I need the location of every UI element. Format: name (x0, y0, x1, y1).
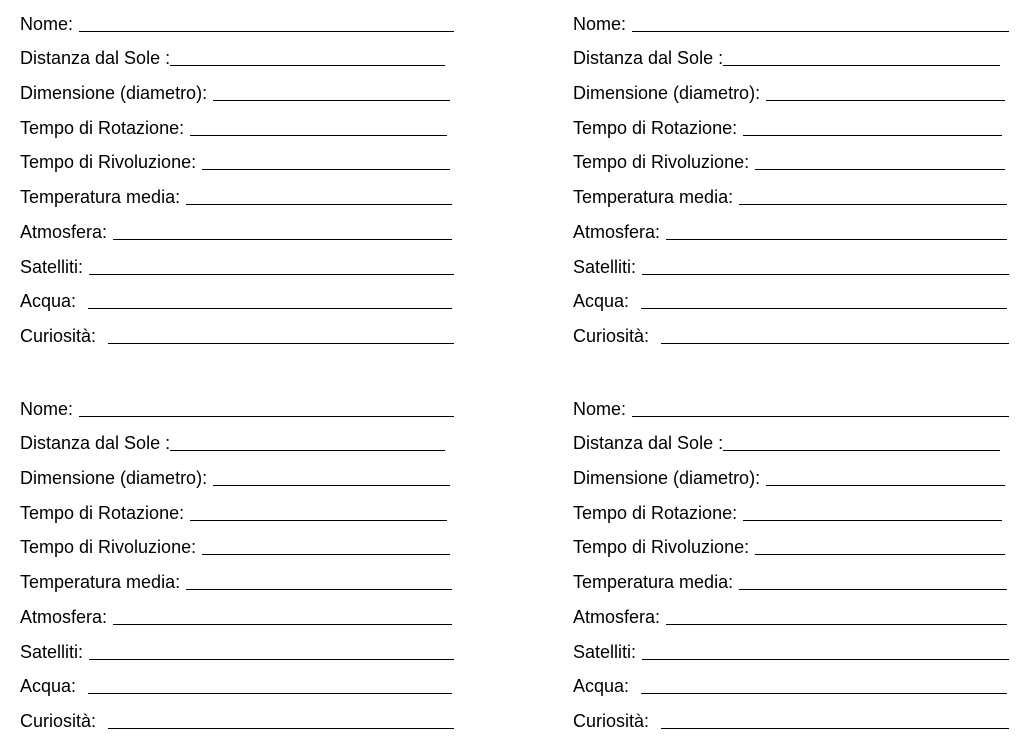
answer-line-distanza[interactable] (723, 64, 1000, 66)
field-label: Atmosfera: (573, 606, 661, 627)
field-temperatura-media (20, 563, 454, 598)
field-label: Satelliti: (20, 641, 84, 662)
answer-line-satelliti[interactable] (642, 273, 1009, 275)
answer-line-atmosfera[interactable] (113, 238, 452, 240)
field-label: Satelliti: (20, 256, 84, 277)
field-temperatura-media (573, 178, 1009, 213)
field-label: Dimensione (diametro): (573, 468, 761, 489)
planet-card-2 (573, 5, 1009, 352)
answer-line-acqua[interactable] (88, 692, 452, 694)
field-acqua (20, 283, 454, 318)
field-label: Acqua: (20, 676, 77, 697)
answer-line-rivoluzione[interactable] (202, 168, 450, 170)
answer-line-nome[interactable] (79, 30, 454, 32)
answer-line-satelliti[interactable] (642, 658, 1009, 660)
answer-line-nome[interactable] (79, 415, 454, 417)
field-label: Curiosità: (573, 710, 650, 731)
field-label: Acqua: (573, 291, 630, 312)
field-dimensione (20, 74, 454, 109)
answer-line-nome[interactable] (632, 30, 1009, 32)
answer-line-temperatura[interactable] (739, 203, 1007, 205)
answer-line-nome[interactable] (632, 415, 1009, 417)
field-label: Tempo di Rivoluzione: (20, 537, 197, 558)
answer-line-curiosita[interactable] (661, 727, 1009, 729)
answer-line-acqua[interactable] (88, 307, 452, 309)
field-label: Nome: (20, 13, 74, 34)
field-label: Satelliti: (573, 256, 637, 277)
field-acqua (573, 668, 1009, 703)
field-label: Curiosità: (573, 325, 650, 346)
answer-line-dimensione[interactable] (766, 484, 1005, 486)
field-label: Tempo di Rotazione: (573, 502, 738, 523)
answer-line-dimensione[interactable] (213, 99, 450, 101)
field-distanza-dal-sole (573, 40, 1009, 75)
field-tempo-di-rotazione (573, 494, 1009, 529)
field-label: Atmosfera: (573, 221, 661, 242)
field-satelliti (573, 248, 1009, 283)
planet-card-4 (573, 390, 1009, 737)
field-distanza-dal-sole (20, 40, 454, 75)
answer-line-atmosfera[interactable] (666, 623, 1007, 625)
field-satelliti (573, 633, 1009, 668)
field-label: Curiosità: (20, 710, 97, 731)
field-atmosfera (573, 598, 1009, 633)
field-label: Nome: (573, 13, 627, 34)
field-tempo-di-rotazione (20, 494, 454, 529)
planet-card-1 (20, 5, 454, 352)
field-satelliti (20, 248, 454, 283)
field-label: Tempo di Rivoluzione: (573, 152, 750, 173)
field-temperatura-media (20, 178, 454, 213)
field-label: Tempo di Rivoluzione: (20, 152, 197, 173)
field-label: Temperatura media: (573, 572, 734, 593)
answer-line-acqua[interactable] (641, 692, 1007, 694)
field-label: Acqua: (573, 676, 630, 697)
field-dimensione (573, 74, 1009, 109)
answer-line-rivoluzione[interactable] (202, 553, 450, 555)
field-dimensione (573, 459, 1009, 494)
field-tempo-di-rivoluzione (20, 144, 454, 179)
answer-line-satelliti[interactable] (89, 658, 454, 660)
answer-line-curiosita[interactable] (108, 727, 454, 729)
field-atmosfera (20, 213, 454, 248)
answer-line-rivoluzione[interactable] (755, 553, 1005, 555)
field-tempo-di-rivoluzione (573, 529, 1009, 564)
field-label: Temperatura media: (20, 572, 181, 593)
field-label: Distanza dal Sole : (573, 48, 724, 69)
field-curiosita (20, 702, 454, 737)
field-curiosita (20, 317, 454, 352)
field-distanza-dal-sole (573, 425, 1009, 460)
field-label: Nome: (573, 398, 627, 419)
field-label: Atmosfera: (20, 606, 108, 627)
answer-line-rotazione[interactable] (743, 519, 1002, 521)
field-label: Nome: (20, 398, 74, 419)
field-label: Acqua: (20, 291, 77, 312)
field-nome (573, 390, 1009, 425)
field-label: Tempo di Rotazione: (20, 502, 185, 523)
field-distanza-dal-sole (20, 425, 454, 460)
field-nome (20, 390, 454, 425)
answer-line-atmosfera[interactable] (113, 623, 452, 625)
field-tempo-di-rivoluzione (20, 529, 454, 564)
field-label: Curiosità: (20, 325, 97, 346)
answer-line-temperatura[interactable] (739, 588, 1007, 590)
answer-line-rivoluzione[interactable] (755, 168, 1005, 170)
answer-line-temperatura[interactable] (186, 203, 452, 205)
field-label: Tempo di Rotazione: (573, 117, 738, 138)
answer-line-dimensione[interactable] (213, 484, 450, 486)
answer-line-temperatura[interactable] (186, 588, 452, 590)
field-label: Tempo di Rotazione: (20, 117, 185, 138)
answer-line-rotazione[interactable] (190, 519, 447, 521)
answer-line-distanza[interactable] (723, 449, 1000, 451)
field-label: Distanza dal Sole : (573, 433, 724, 454)
answer-line-curiosita[interactable] (661, 342, 1009, 344)
field-label: Atmosfera: (20, 221, 108, 242)
field-atmosfera (20, 598, 454, 633)
field-curiosita (573, 317, 1009, 352)
field-label: Tempo di Rivoluzione: (573, 537, 750, 558)
answer-line-rotazione[interactable] (190, 134, 447, 136)
field-label: Dimensione (diametro): (573, 83, 761, 104)
answer-line-distanza[interactable] (170, 64, 445, 66)
field-temperatura-media (573, 563, 1009, 598)
field-label: Distanza dal Sole : (20, 433, 171, 454)
field-label: Distanza dal Sole : (20, 48, 171, 69)
field-nome (20, 5, 454, 40)
field-label: Satelliti: (573, 641, 637, 662)
field-tempo-di-rotazione (573, 109, 1009, 144)
field-label: Temperatura media: (20, 187, 181, 208)
answer-line-acqua[interactable] (641, 307, 1007, 309)
field-satelliti (20, 633, 454, 668)
field-label: Temperatura media: (573, 187, 734, 208)
field-acqua (20, 668, 454, 703)
answer-line-satelliti[interactable] (89, 273, 454, 275)
answer-line-distanza[interactable] (170, 449, 445, 451)
field-tempo-di-rivoluzione (573, 144, 1009, 179)
field-curiosita (573, 702, 1009, 737)
field-label: Dimensione (diametro): (20, 83, 208, 104)
field-atmosfera (573, 213, 1009, 248)
planet-card-3 (20, 390, 454, 737)
answer-line-curiosita[interactable] (108, 342, 454, 344)
field-dimensione (20, 459, 454, 494)
answer-line-rotazione[interactable] (743, 134, 1002, 136)
field-acqua (573, 283, 1009, 318)
field-nome (573, 5, 1009, 40)
answer-line-dimensione[interactable] (766, 99, 1005, 101)
answer-line-atmosfera[interactable] (666, 238, 1007, 240)
field-label: Dimensione (diametro): (20, 468, 208, 489)
field-tempo-di-rotazione (20, 109, 454, 144)
